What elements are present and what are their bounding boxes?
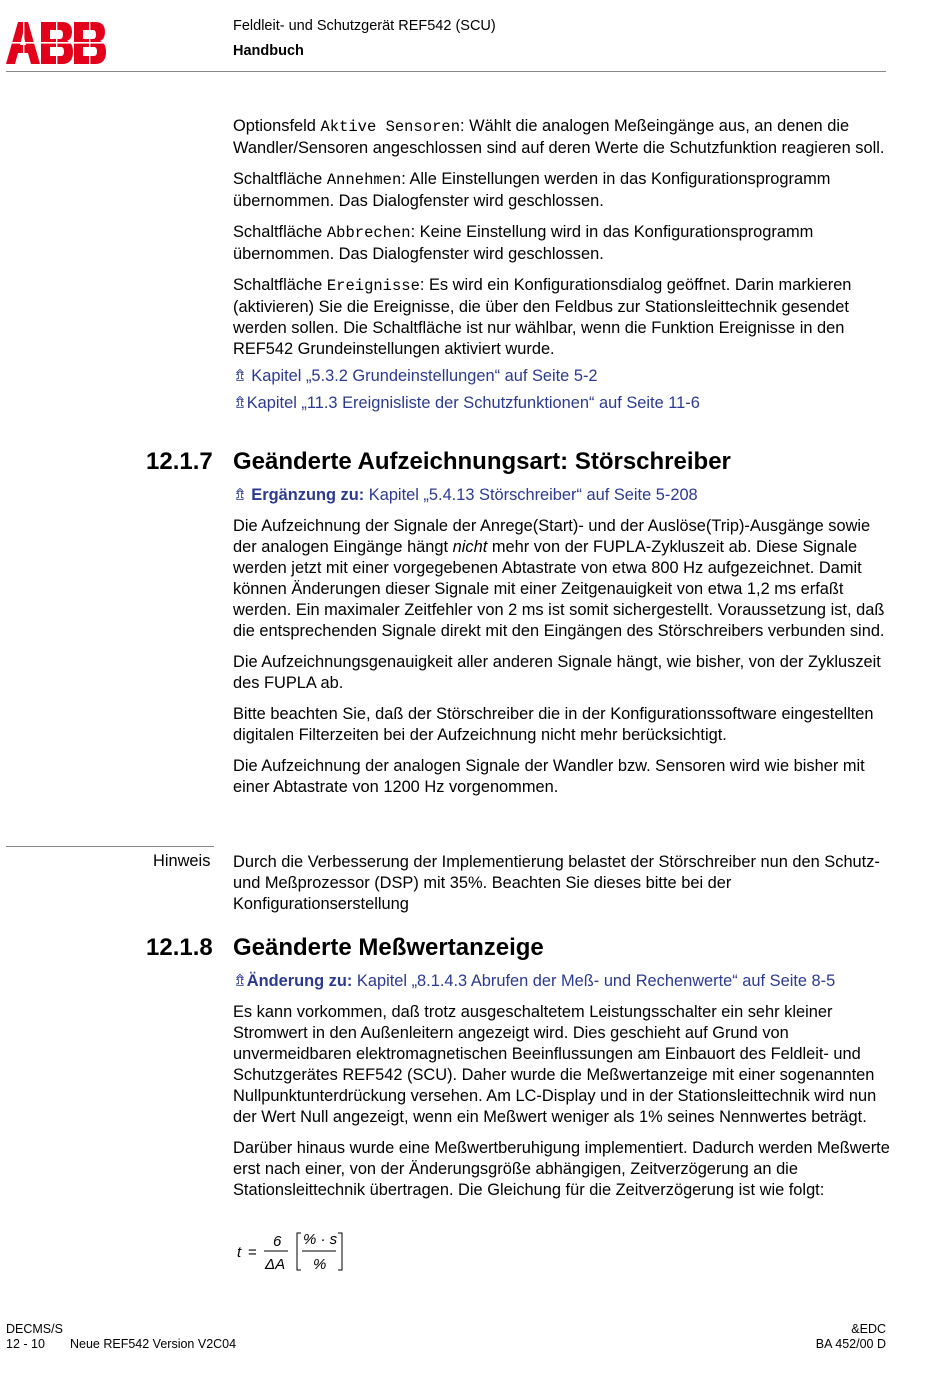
reference-label: Änderung zu: bbox=[246, 972, 353, 990]
header-rule bbox=[6, 71, 886, 72]
reference-link[interactable]: Kapitel „8.1.4.3 Abrufen der Meß- und Rechenwerte“ auf Seite 8-5 bbox=[356, 972, 836, 990]
eq-unit-numerator: % · s bbox=[303, 1231, 338, 1248]
note-label: Hinweis bbox=[153, 852, 211, 870]
footer-code: &EDC bbox=[851, 1322, 886, 1336]
footer-page-number: 12 - 10 bbox=[6, 1337, 45, 1351]
eq-unit-denominator: % bbox=[313, 1256, 327, 1273]
section-title: Geänderte Meßwertanzeige bbox=[233, 934, 544, 961]
eq-denominator: ΔA bbox=[265, 1256, 286, 1273]
note-text: Durch die Verbesserung der Implementierung belastet der Störschreiber nun den Schutz- und Meßprozessor (DSP) mit 35%. Beachten Sie dieses bitte bei der Konfigurationserstellung bbox=[233, 853, 880, 913]
footer-department: DECMS/S bbox=[6, 1322, 63, 1336]
reference-link[interactable]: Kapitel „5.3.2 Grundeinstellungen“ auf Seite 5-2 bbox=[251, 367, 598, 385]
section-number: 12.1.7 bbox=[146, 448, 213, 475]
text: Schaltfläche bbox=[233, 223, 327, 241]
text: Schaltfläche bbox=[233, 276, 327, 294]
section-1217-body bbox=[233, 485, 893, 798]
text: Die Aufzeichnung der Signale der Anrege(Start)- und der Auslöse(Trip)-Ausgänge sowie der analogen Eingänge hängt bbox=[233, 517, 871, 556]
footer-document-number: BA 452/00 D bbox=[815, 1337, 886, 1351]
reference-arrow-icon: ⇯ bbox=[233, 486, 252, 504]
section-1218-body bbox=[233, 971, 893, 1201]
text: : Alle Einstellungen werden in das Konfigurationsprogramm übernommen. Das Dialogfenster wird geschlossen. bbox=[233, 170, 831, 210]
paragraph: Die Aufzeichnung der analogen Signale der Wandler bzw. Sensoren wird wie bisher mit einer Abtastrate von 1200 Hz vorgenommen. bbox=[233, 757, 865, 796]
section-number: 12.1.8 bbox=[146, 934, 213, 961]
footer-document-title: Neue REF542 Version V2C04 bbox=[70, 1337, 237, 1351]
document-subtitle: Handbuch bbox=[233, 43, 304, 59]
paragraph: Es kann vorkommen, daß trotz ausgeschaltetem Leistungsschalter ein sehr kleiner Stromwert in den Außenleitern angezeigt wird. Dies geschieht auf Grund von unvermeidbaren elektromagnetischen Beeinflussungen am Einbauort des Feldleit- und Schutzgerätes REF542 (SCU). Daher wurde die Meßwertanzeige mit einer sogenannten Nullpunktunterdrückung versehen. Am LC-Display und in der Stationsleittechnik wird nun der Wert Null angezeigt, wenn ein Meßwert weniger als 1% seines Nennwertes beträgt. bbox=[233, 1003, 877, 1126]
paragraph-abbrechen bbox=[233, 222, 893, 265]
section-title: Geänderte Aufzeichnungsart: Störschreiber bbox=[233, 448, 731, 475]
paragraph-ereignisse bbox=[233, 275, 893, 360]
paragraph-annehmen bbox=[233, 169, 893, 212]
reference-arrow-icon: ⇯ bbox=[233, 367, 252, 385]
reference-arrow-icon: ⇯ bbox=[233, 972, 247, 990]
paragraph: Bitte beachten Sie, daß der Störschreiber die in der Konfigurationssoftware eingestellten digitalen Filterzeiten bei der Aufzeichnung nicht mehr berücksichtigt. bbox=[233, 705, 874, 744]
text: mehr von der FUPLA-Zykluszeit ab. Diese Signale werden jetzt mit einer vorgegebenen Abtastrate von etwa 800 Hz aufgezeichnet. Damit können Änderungen dieser Signale mit einer Zeitgenauigkeit von etwa 1,2 ms erfaßt werden. Ein maximaler Zeitfehler von 2 ms ist somit sichergestellt. Voraussetzung ist, daß die entsprechenden Signale direkt mit den Eingängen des Störschreibers verbunden sind. bbox=[233, 538, 885, 640]
text: : Es wird ein Konfigurationsdialog geöffnet. Darin markieren (aktivieren) Sie die Ereignisse, die über den Feldbus zur Stationsleittechnik gesendet werden sollen. Die Schaltfläche ist nur wählbar, wenn die Funktion Ereignisse in den REF542 Grundeinstellungen aktiviert wurde. bbox=[233, 276, 852, 358]
code-label: Aktive Sensoren bbox=[320, 118, 460, 136]
paragraph: Die Aufzeichnungsgenauigkeit aller anderen Signale hängt, wie bisher, von der Zykluszeit des FUPLA ab. bbox=[233, 653, 881, 692]
change-reference[interactable] bbox=[233, 971, 893, 992]
eq-variable: t bbox=[237, 1244, 242, 1261]
reference-arrow-icon: ⇯ bbox=[233, 394, 247, 412]
eq-numerator: 6 bbox=[273, 1233, 282, 1250]
paragraph bbox=[233, 516, 893, 642]
reference-link[interactable]: Kapitel „11.3 Ereignisliste der Schutzfunktionen“ auf Seite 11-6 bbox=[246, 394, 700, 412]
text: Optionsfeld bbox=[233, 117, 321, 135]
text: : Keine Einstellung wird in das Konfigurationsprogramm übernommen. Das Dialogfenster wird geschlossen. bbox=[233, 223, 814, 263]
code-label: Ereignisse bbox=[326, 277, 420, 295]
text: : Wählt die analogen Meßeingänge aus, an denen die Wandler/Sensoren angeschlossen sind auf deren Werte die Schutzfunktion reagieren soll. bbox=[233, 117, 885, 157]
reference-label: Ergänzung zu: bbox=[251, 486, 365, 504]
eq-equals: = bbox=[248, 1244, 257, 1261]
cross-reference-2[interactable] bbox=[233, 393, 893, 414]
paragraph-aktive-sensoren bbox=[233, 116, 893, 159]
intro-block bbox=[233, 116, 893, 414]
reference-link[interactable]: Kapitel „5.4.13 Störschreiber“ auf Seite 5-208 bbox=[368, 486, 698, 504]
emphasis: nicht bbox=[452, 538, 488, 556]
code-label: Annehmen bbox=[326, 171, 402, 189]
note-rule bbox=[6, 846, 214, 847]
change-reference[interactable] bbox=[233, 485, 893, 506]
document-title: Feldleit- und Schutzgerät REF542 (SCU) bbox=[233, 18, 496, 34]
text: Schaltfläche bbox=[233, 170, 327, 188]
delay-equation bbox=[236, 1230, 356, 1274]
code-label: Abbrechen bbox=[326, 224, 411, 242]
paragraph: Darüber hinaus wurde eine Meßwertberuhigung implementiert. Dadurch werden Meßwerte erst nach einer, von der Änderungsgröße abhängigen, Zeitverzögerung an die Stationsleittechnik übertragen. Die Gleichung für die Zeitverzögerung ist wie folgt: bbox=[233, 1139, 890, 1199]
cross-reference-1[interactable] bbox=[233, 366, 893, 387]
abb-logo bbox=[6, 22, 106, 64]
